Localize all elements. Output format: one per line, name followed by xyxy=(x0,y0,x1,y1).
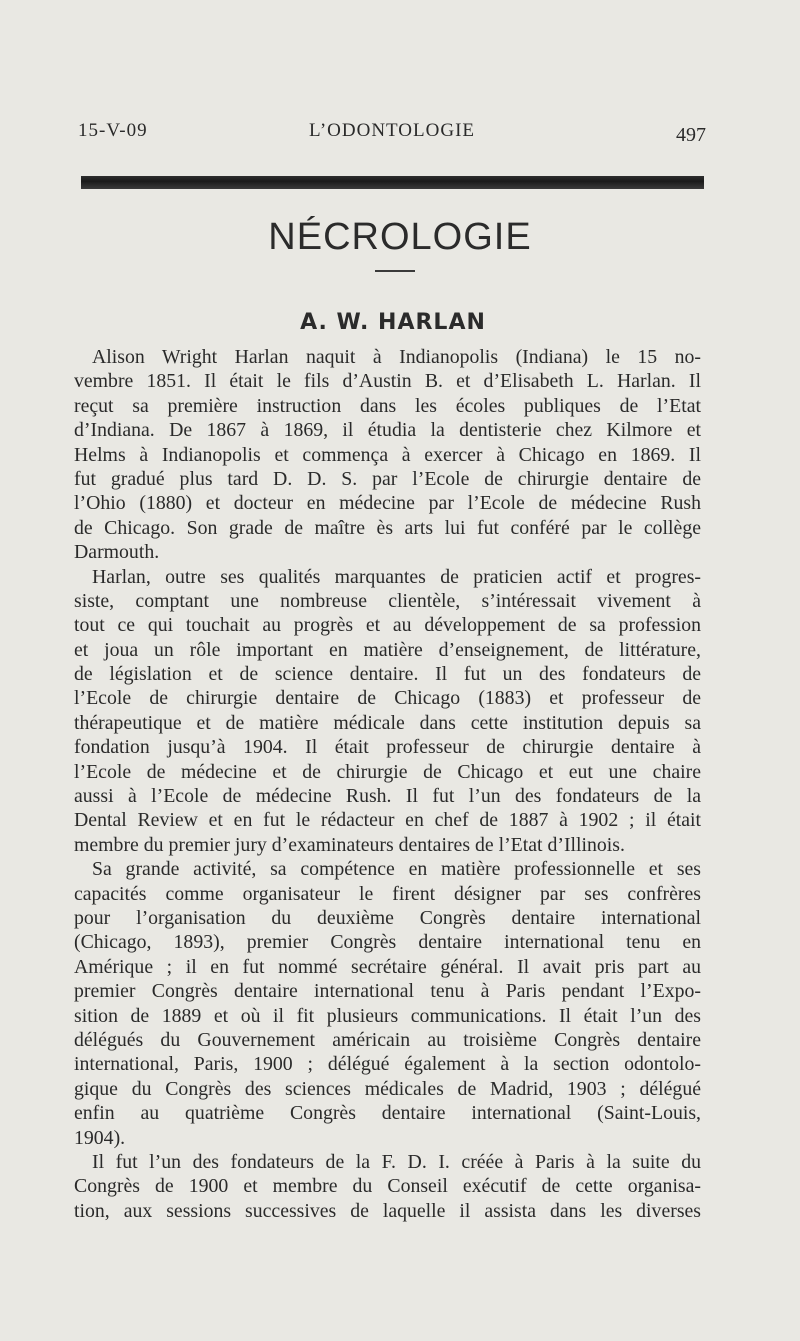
text-line: reçut sa première instruction dans les écoles publiques de l’Etat xyxy=(74,394,701,417)
text-line: et joua un rôle important en matière d’enseignement, de littérature, xyxy=(74,638,701,661)
text-line: membre du premier jury d’examinateurs dentaires de l’Etat d’Illinois. xyxy=(74,833,625,856)
text-line: l’Ecole de médecine et de chirurgie de Chicago et eut une chaire xyxy=(74,760,701,783)
text-line: 1904). xyxy=(74,1126,126,1149)
text-line: l’Ohio (1880) et docteur en médecine par l’Ecole de médecine Rush xyxy=(74,492,701,515)
text-line: Darmouth. xyxy=(74,541,160,564)
text-line: d’Indiana. De 1867 à 1869, il étudia la dentisterie chez Kilmore et xyxy=(74,419,701,442)
text-line: fondation jusqu’à 1904. Il était professeur de chirurgie dentaire à xyxy=(74,736,701,759)
text-line: sition de 1889 et où il fit plusieurs communications. Il était l’un des xyxy=(74,1004,701,1027)
text-line: Helms à Indianopolis et commença à exercer à Chicago en 1869. Il xyxy=(74,443,701,466)
text-line: Harlan, outre ses qualités marquantes de praticien actif et progres- xyxy=(92,565,701,588)
text-line: Dental Review et en fut le rédacteur en chef de 1887 à 1902 ; il était xyxy=(74,809,701,832)
text-line: international, Paris, 1900 ; délégué également à la section odontolo- xyxy=(74,1053,701,1076)
text-line: l’Ecole de chirurgie dentaire de Chicago (1883) et professeur de xyxy=(74,687,701,710)
text-line: siste, comptant une nombreuse clientèle, s’intéressait vivement à xyxy=(74,589,701,612)
text-line: de Chicago. Son grade de maître ès arts lui fut conféré par le collège xyxy=(74,516,701,539)
text-line: (Chicago, 1893), premier Congrès dentaire international tenu en xyxy=(74,931,701,954)
title-divider xyxy=(375,270,415,272)
text-line: enfin au quatrième Congrès dentaire international (Saint-Louis, xyxy=(74,1102,701,1125)
text-line: Alison Wright Harlan naquit à Indianopolis (Indiana) le 15 no- xyxy=(92,346,701,368)
text-line: vembre 1851. Il était le fils d’Austin B. et d’Elisabeth L. Harlan. Il xyxy=(74,370,701,393)
text-line: capacités comme organisateur le firent désigner par ses confrères xyxy=(74,882,701,905)
text-line: délégués du Gouvernement américain au troisième Congrès dentaire xyxy=(74,1028,701,1051)
text-line: fut gradué plus tard D. D. S. par l’Ecole de chirurgie dentaire de xyxy=(74,467,701,490)
text-line: gique du Congrès des sciences médicales de Madrid, 1903 ; délégué xyxy=(74,1077,701,1100)
text-line: aussi à l’Ecole de médecine Rush. Il fut l’un des fondateurs de la xyxy=(74,785,701,808)
section-title: NÉCROLOGIE xyxy=(268,216,532,258)
text-line: Il fut l’un des fondateurs de la F. D. I. créée à Paris à la suite du xyxy=(92,1150,701,1173)
article-subject: A. W. HARLAN xyxy=(300,310,486,335)
text-line: Congrès de 1900 et membre du Conseil exécutif de cette organisa- xyxy=(74,1175,701,1198)
text-line: de législation et de science dentaire. Il fut un des fondateurs de xyxy=(74,663,701,686)
text-line: tout ce qui touchait au progrès et au développement de sa profession xyxy=(74,614,701,637)
issue-date: 15-V-09 xyxy=(78,120,148,141)
text-line: tion, aux sessions successives de laquelle il assista dans les diverses xyxy=(74,1199,701,1222)
journal-name: L’ODONTOLOGIE xyxy=(308,120,476,141)
text-line: premier Congrès dentaire international tenu à Paris pendant l’Expo- xyxy=(74,980,701,1003)
text-line: thérapeutique et de matière médicale dans cette institution depuis sa xyxy=(74,711,701,734)
article-body xyxy=(74,345,701,1223)
header-rule xyxy=(81,176,704,189)
text-line: Amérique ; il en fut nommé secrétaire général. Il avait pris part au xyxy=(74,955,701,978)
text-line: Sa grande activité, sa compétence en matière professionnelle et ses xyxy=(92,858,701,881)
page-number: 497 xyxy=(676,124,706,146)
text-line: pour l’organisation du deuxième Congrès dentaire international xyxy=(74,906,701,929)
running-header xyxy=(78,120,706,150)
